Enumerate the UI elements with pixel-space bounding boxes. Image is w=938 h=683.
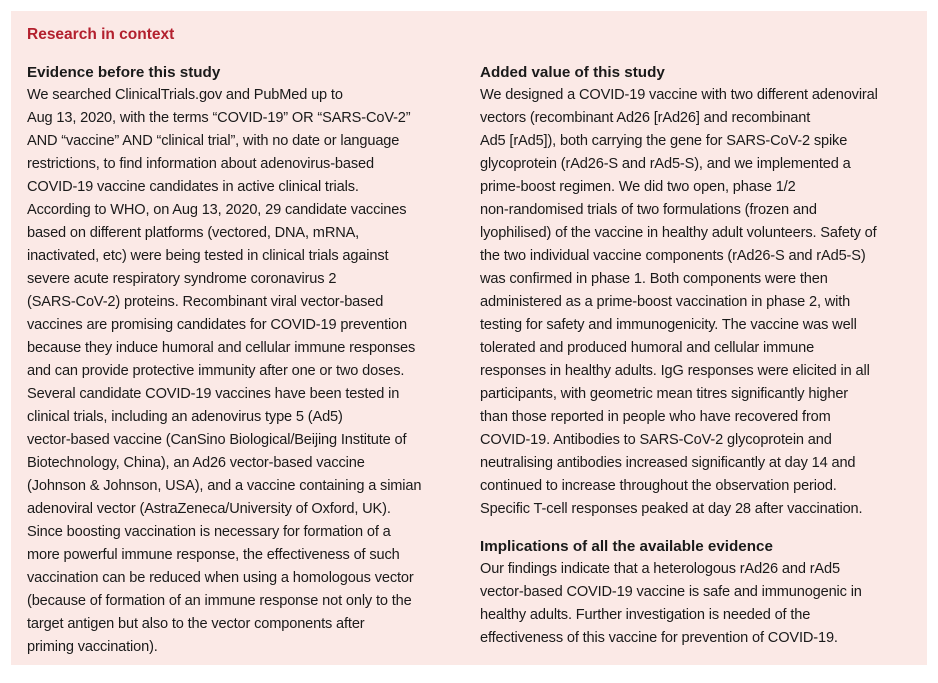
added-value-line: tolerated and produced humoral and cellular immune: [480, 340, 815, 356]
added-value-line: glycoprotein (rAd26-S and rAd5-S), and we implemented a: [480, 156, 851, 172]
evidence-line: Since boosting vaccination is necessary for formation of a: [27, 524, 391, 540]
implications-heading: Implications of all the available evidence: [480, 538, 773, 555]
added-value-line: continued to increase throughout the observation period.: [480, 478, 837, 494]
added-value-line: responses in healthy adults. IgG responses were elicited in all: [480, 363, 870, 379]
section-gap: [480, 521, 910, 535]
added-value-line: vectors (recombinant Ad26 [rAd26] and recombinant: [480, 110, 811, 126]
evidence-body: [27, 84, 459, 659]
evidence-line: inactivated, etc) were being tested in clinical trials against: [27, 248, 389, 264]
implications-body: [480, 558, 910, 650]
added-value-line: COVID-19. Antibodies to SARS-CoV-2 glycoprotein and: [480, 432, 832, 448]
added-value-line: was confirmed in phase 1. Both components were then: [480, 271, 828, 287]
added-value-line: lyophilised) of the vaccine in healthy adult volunteers. Safety of: [480, 225, 877, 241]
added-value-body: [480, 84, 910, 521]
panel-title: Research in context: [27, 26, 175, 43]
evidence-line: priming vaccination).: [27, 639, 158, 655]
evidence-line: Several candidate COVID-19 vaccines have been tested in: [27, 386, 400, 402]
added-value-line: We designed a COVID-19 vaccine with two different adenoviral: [480, 87, 878, 103]
implications-line: effectiveness of this vaccine for prevention of COVID-19.: [480, 630, 838, 646]
evidence-line: vector-based vaccine (CanSino Biological/Beijing Institute of: [27, 432, 407, 448]
added-value-line: than those reported in people who have recovered from: [480, 409, 831, 425]
implications-line: healthy adults. Further investigation is needed of the: [480, 607, 811, 623]
evidence-line: COVID-19 vaccine candidates in active clinical trials.: [27, 179, 359, 195]
evidence-line: more powerful immune response, the effectiveness of such: [27, 547, 400, 563]
implications-line: Our findings indicate that a heterologous rAd26 and rAd5: [480, 561, 840, 577]
evidence-line: vaccination can be reduced when using a homologous vector: [27, 570, 414, 586]
added-value-line: non-randomised trials of two formulations (frozen and: [480, 202, 817, 218]
evidence-heading: Evidence before this study: [27, 64, 221, 81]
evidence-line: (SARS-CoV-2) proteins. Recombinant viral vector-based: [27, 294, 384, 310]
added-value-line: testing for safety and immunogenicity. The vaccine was well: [480, 317, 857, 333]
evidence-line: According to WHO, on Aug 13, 2020, 29 candidate vaccines: [27, 202, 407, 218]
evidence-line: based on different platforms (vectored, DNA, mRNA,: [27, 225, 360, 241]
evidence-line: target antigen but also to the vector components after: [27, 616, 365, 632]
added-value-heading: Added value of this study: [480, 64, 665, 81]
evidence-line: and can provide protective immunity after one or two doses.: [27, 363, 405, 379]
added-value-line: prime-boost regimen. We did two open, phase 1/2: [480, 179, 796, 195]
added-value-line: participants, with geometric mean titres significantly higher: [480, 386, 849, 402]
evidence-line: (Johnson & Johnson, USA), and a vaccine containing a simian: [27, 478, 422, 494]
added-value-line: neutralising antibodies increased significantly at day 14 and: [480, 455, 856, 471]
right-column: [480, 61, 910, 650]
evidence-line: Aug 13, 2020, with the terms “COVID-19” OR “SARS-CoV-2”: [27, 110, 411, 126]
evidence-line: clinical trials, including an adenovirus type 5 (Ad5): [27, 409, 343, 425]
evidence-line: adenoviral vector (AstraZeneca/University of Oxford, UK).: [27, 501, 391, 517]
evidence-line: AND “vaccine” AND “clinical trial”, with no date or language: [27, 133, 400, 149]
added-value-line: the two individual vaccine components (rAd26-S and rAd5-S): [480, 248, 866, 264]
evidence-line: (because of formation of an immune response not only to the: [27, 593, 412, 609]
implications-line: vector-based COVID-19 vaccine is safe and immunogenic in: [480, 584, 862, 600]
evidence-line: We searched ClinicalTrials.gov and PubMed up to: [27, 87, 343, 103]
left-column: [27, 61, 459, 659]
evidence-line: severe acute respiratory syndrome coronavirus 2: [27, 271, 337, 287]
evidence-line: vaccines are promising candidates for COVID-19 prevention: [27, 317, 407, 333]
research-in-context-panel: [11, 11, 927, 665]
added-value-line: Ad5 [rAd5]), both carrying the gene for SARS-CoV-2 spike: [480, 133, 848, 149]
added-value-line: Specific T-cell responses peaked at day 28 after vaccination.: [480, 501, 863, 517]
evidence-line: Biotechnology, China), an Ad26 vector-based vaccine: [27, 455, 365, 471]
added-value-line: administered as a prime-boost vaccination in phase 2, with: [480, 294, 851, 310]
evidence-line: restrictions, to find information about adenovirus-based: [27, 156, 374, 172]
evidence-line: because they induce humoral and cellular immune responses: [27, 340, 416, 356]
